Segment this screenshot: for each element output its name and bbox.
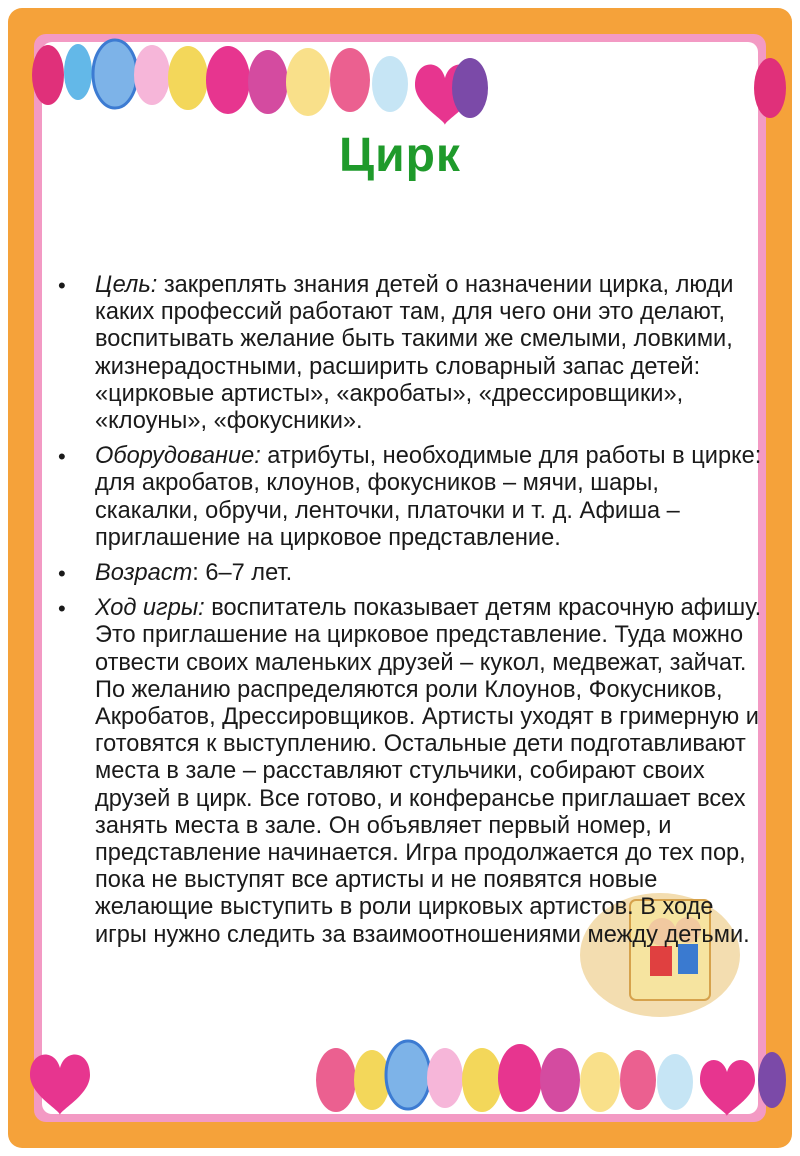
list-item bbox=[58, 560, 763, 587]
page-title: Цирк bbox=[339, 129, 461, 182]
item-text: воспитатель показывает детям красочную афишу. Это приглашение на цирковое представление. Туда можно отвести своих маленьких друзей – кукол, медвежат, зайчат. По желанию распределяются роли Клоунов, Фокусников, Акробатов, Дрессировщиков. Артисты уходят в гримерную и готовятся к выступлению. Остальные дети подготавливают места в зале – расставляют стульчики, собирают своих друзей в цирк. Все готово, и конферансье приглашает всех занять места в зале. Он объявляет первый номер, и представление начинается. Игра продолжается до тех пор, пока не выступят все артисты и не появятся новые желающие выступить в роли цирковых артистов. В ходе игры нужно следить за взаимоотношениями между детьми. bbox=[95, 595, 762, 948]
item-label: Ход игры: bbox=[95, 595, 205, 622]
list-item bbox=[58, 595, 763, 949]
content-list bbox=[58, 272, 763, 957]
list-item bbox=[58, 272, 763, 435]
top-decoration-row bbox=[20, 30, 790, 140]
list-item bbox=[58, 443, 763, 552]
item-label: Цель: bbox=[95, 272, 158, 298]
item-label: Оборудование: bbox=[95, 443, 261, 470]
item-text: атрибуты, необходимые для работы в цирке: для акробатов, клоунов, фокусников – мячи, шары, скакалки, обручи, ленточки, платочки и т. д. Афиша – приглашение на цирковое представление. bbox=[95, 443, 762, 551]
item-text: : 6–7 лет. bbox=[192, 560, 293, 587]
bottom-decoration-row bbox=[20, 1020, 790, 1130]
egg-decoration bbox=[32, 40, 786, 125]
item-text: закреплять знания детей о назначении цирка, люди каких профессий работают там, для чего они это делают, воспитывать желание быть такими же смелыми, ловкими, жизнерадостными, расширить словарный запас детей: «цирковые артисты», «акробаты», «дрессировщики», «клоуны», «фокусники». bbox=[95, 272, 734, 435]
item-label: Возраст bbox=[95, 560, 193, 587]
